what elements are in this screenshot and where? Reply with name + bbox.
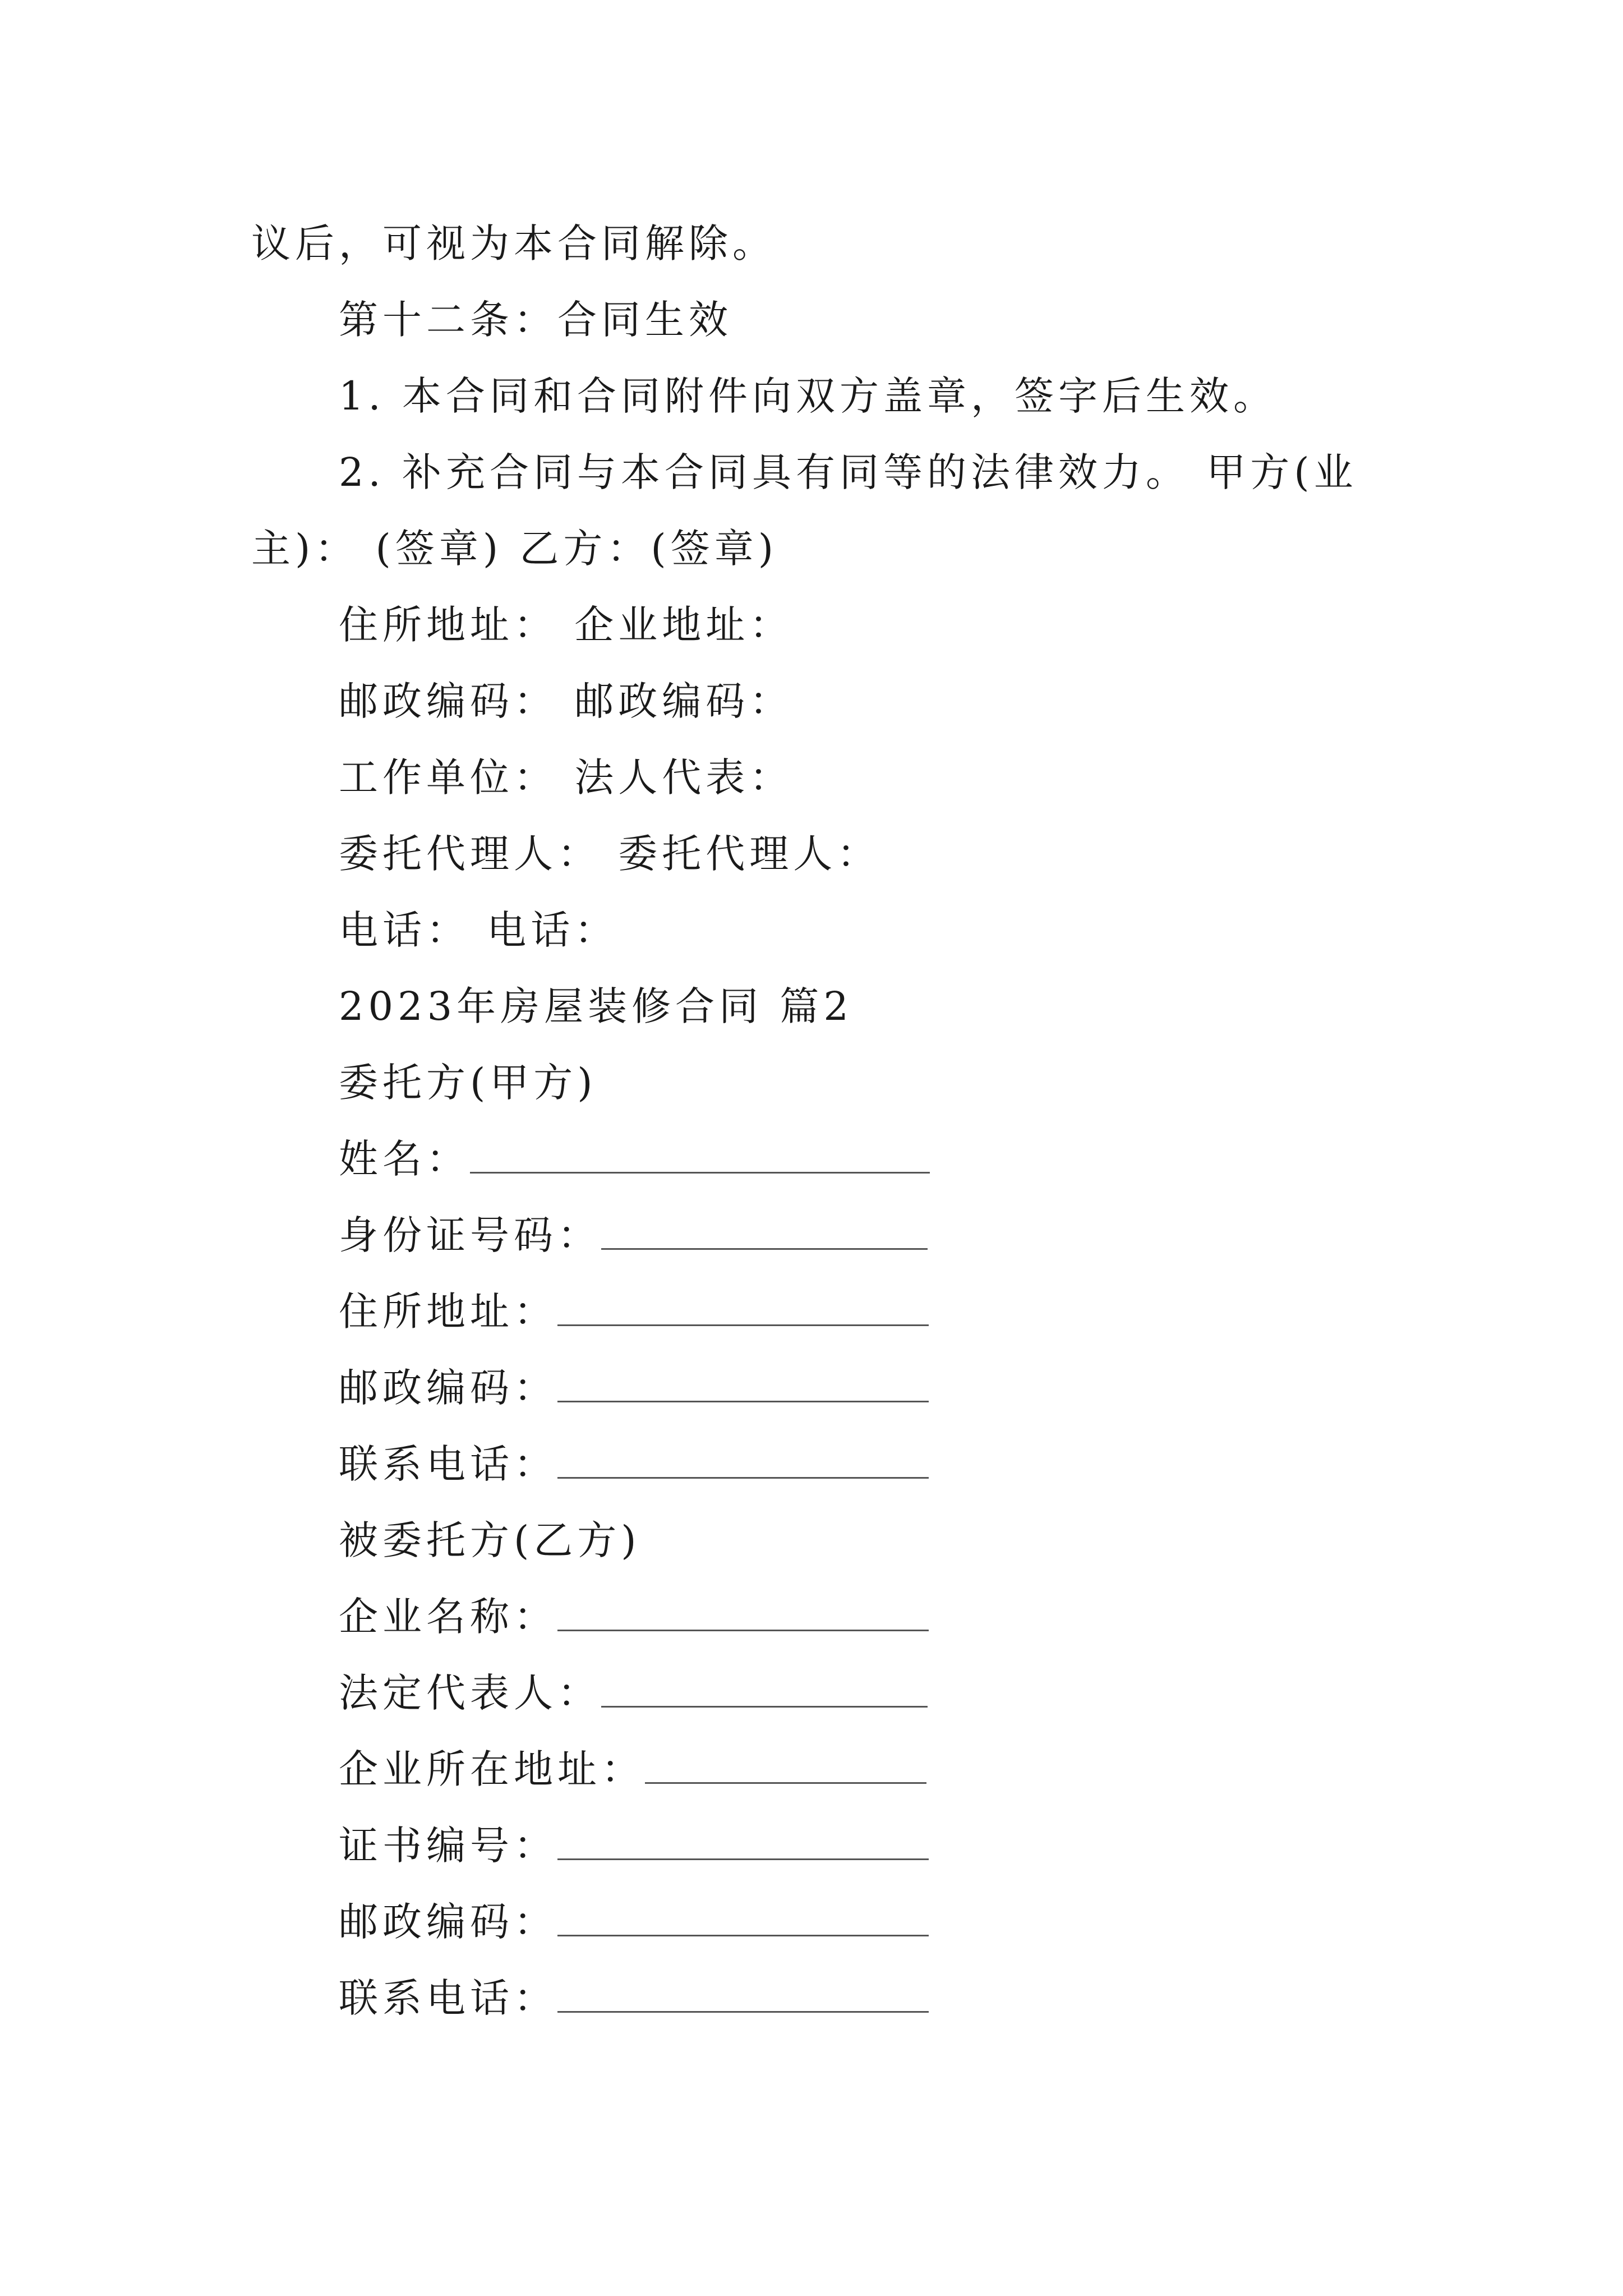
field-label: 法定代表人： <box>339 1670 601 1716</box>
article-twelve-heading: 第十二条：合同生效 <box>339 297 732 343</box>
party-a-id-field <box>339 1208 928 1262</box>
fill-in-blank <box>557 1932 929 1936</box>
field-label: 企业所在地址： <box>339 1746 645 1792</box>
field-label: 联系电话： <box>339 1441 557 1487</box>
party-a-address-field <box>339 1285 929 1338</box>
fill-in-blank <box>645 1780 926 1784</box>
party-b-postcode-field <box>339 1895 929 1949</box>
agent-line: 委托代理人： 委托代理人： <box>339 831 881 877</box>
party-a-postcode-field <box>339 1361 929 1415</box>
party-b-legal-rep-field <box>339 1666 928 1720</box>
party-a-heading: 委托方(甲方) <box>339 1060 597 1106</box>
fill-in-blank <box>557 1627 929 1631</box>
field-label: 住所地址： <box>339 1289 557 1335</box>
field-label: 邮政编码： <box>339 1899 557 1945</box>
party-a-name-field <box>339 1132 930 1186</box>
phone-line: 电话： 电话： <box>339 907 619 953</box>
field-label: 身份证号码： <box>339 1212 601 1258</box>
clause-2-line-2: 主)： (签章) 乙方：(签章) <box>251 526 778 572</box>
party-b-certificate-field <box>339 1819 929 1872</box>
party-b-phone-field <box>339 1971 929 2025</box>
work-unit-line: 工作单位： 法人代表： <box>339 754 794 800</box>
fill-in-blank <box>557 1475 929 1479</box>
field-label: 证书编号： <box>339 1823 557 1869</box>
fill-in-blank <box>601 1704 928 1708</box>
party-a-phone-field <box>339 1437 929 1491</box>
party-b-address-field <box>339 1742 926 1796</box>
field-label: 企业名称： <box>339 1594 557 1640</box>
clause-2-line-1: 2. 补充合同与本合同具有同等的法律效力。 甲方(业 <box>339 449 1358 495</box>
field-label: 邮政编码： <box>339 1365 557 1411</box>
fill-in-blank <box>470 1170 930 1174</box>
contract-2-title: 2023年房屋装修合同 篇2 <box>339 983 853 1029</box>
fill-in-blank <box>557 1322 929 1326</box>
party-b-heading: 被委托方(乙方) <box>339 1517 641 1563</box>
clause-1: 1. 本合同和合同附件向双方盖章，签字后生效。 <box>339 373 1278 419</box>
fill-in-blank <box>557 1856 929 1860</box>
fill-in-blank <box>557 1398 929 1402</box>
field-label: 姓名： <box>339 1136 470 1182</box>
fill-in-blank <box>557 2009 929 2013</box>
fill-in-blank <box>601 1246 928 1250</box>
party-b-company-field <box>339 1590 929 1644</box>
address-line: 住所地址： 企业地址： <box>339 602 794 648</box>
paragraph-termination-end: 议后，可视为本合同解除。 <box>251 220 776 266</box>
postcode-line: 邮政编码： 邮政编码： <box>339 678 794 724</box>
field-label: 联系电话： <box>339 1975 557 2021</box>
